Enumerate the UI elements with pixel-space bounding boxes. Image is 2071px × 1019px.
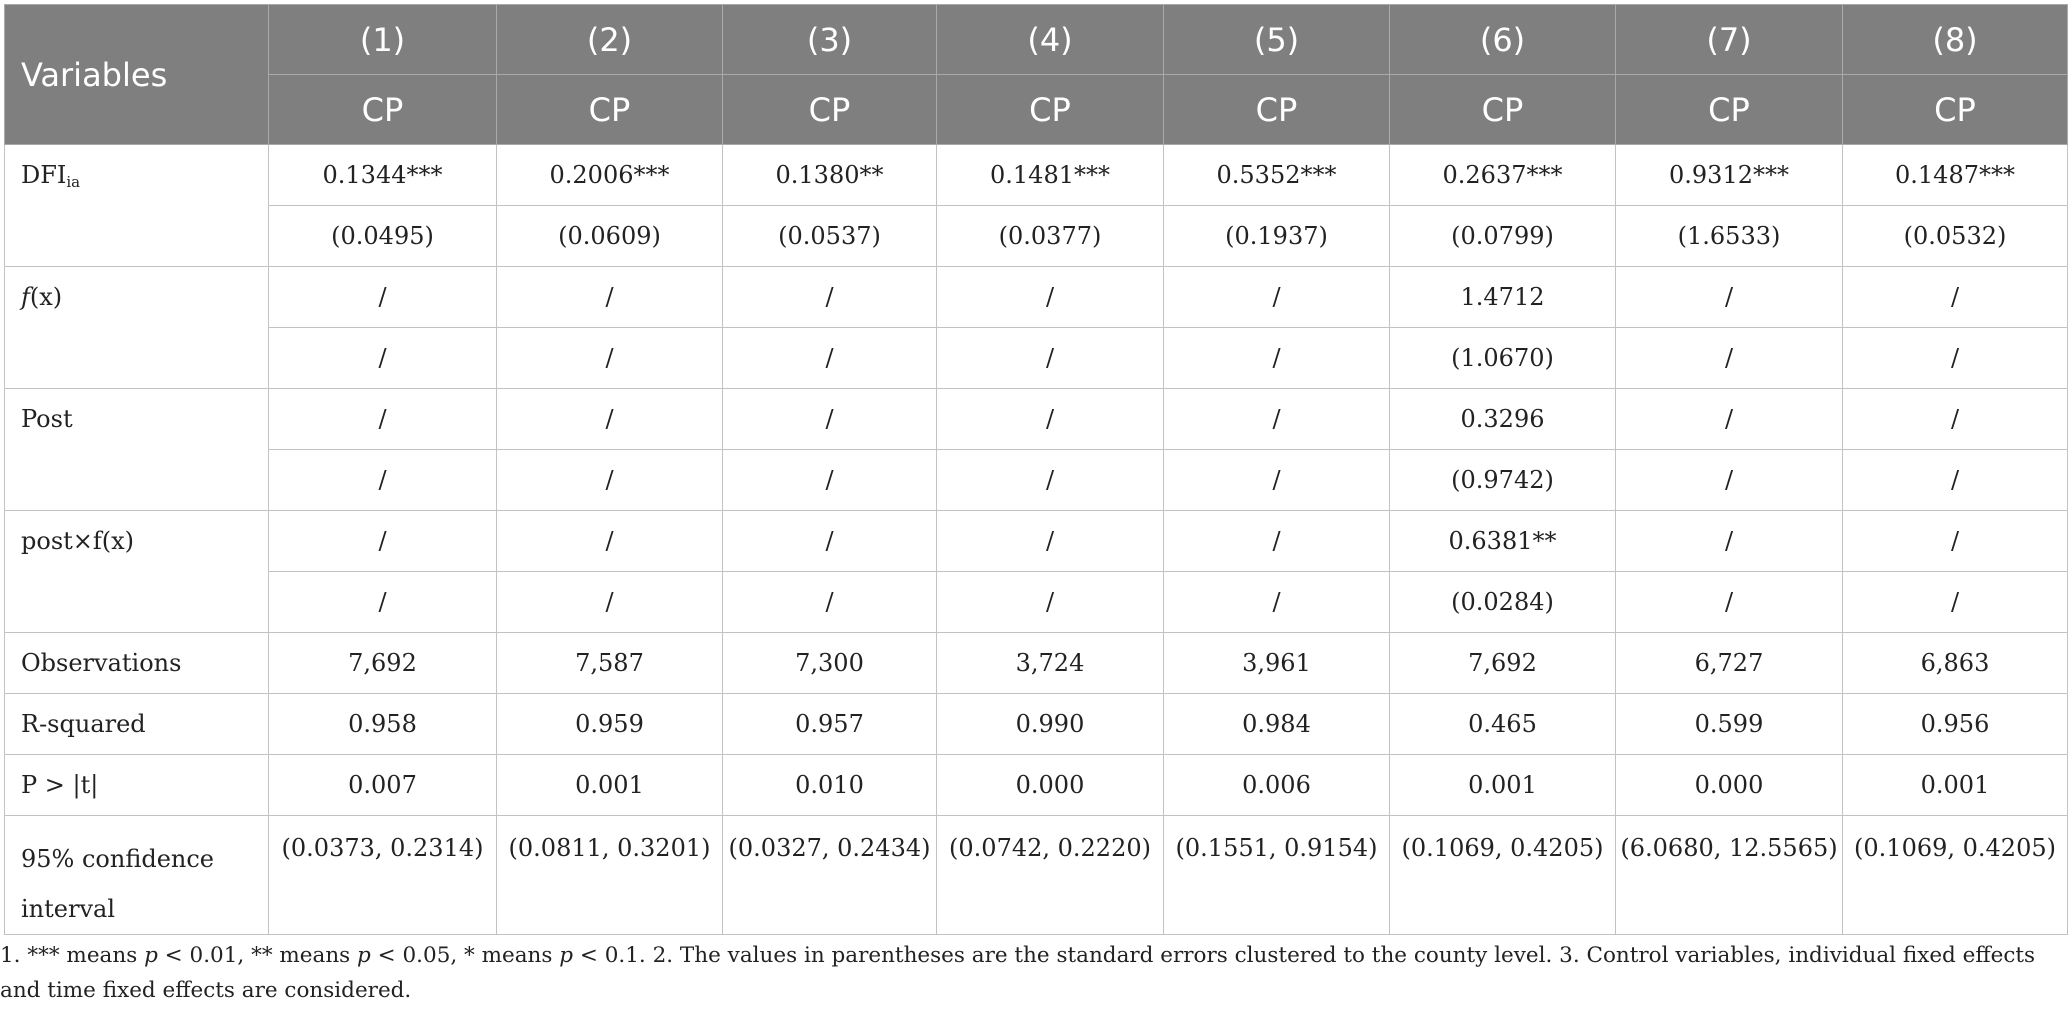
se-cell: (0.0609) [497, 206, 723, 267]
value-cell: 0.984 [1164, 694, 1390, 755]
table-header [5, 5, 2068, 145]
se-cell: (0.0284) [1390, 572, 1616, 633]
se-cell: (0.1937) [1164, 206, 1390, 267]
coef-cell: / [723, 389, 937, 450]
coef-cell: 0.2006*** [497, 145, 723, 206]
value-cell: 0.007 [269, 755, 497, 816]
value-cell: 0.001 [1390, 755, 1616, 816]
coef-cell: / [1164, 389, 1390, 450]
table-row-rsquared [5, 694, 2068, 755]
value-cell: (0.0327, 0.2434) [723, 816, 937, 935]
table-row-fx-se [5, 328, 2068, 389]
coef-cell: 0.1481*** [937, 145, 1164, 206]
value-cell: (0.1551, 0.9154) [1164, 816, 1390, 935]
dependent-variable-header: CP [1390, 75, 1616, 145]
se-cell: / [269, 450, 497, 511]
fx-label-italic: f [21, 283, 30, 311]
value-cell: 0.599 [1616, 694, 1843, 755]
value-cell: (0.0811, 0.3201) [497, 816, 723, 935]
column-header: (6) [1390, 5, 1616, 75]
se-cell: / [1164, 328, 1390, 389]
dependent-variable-header: CP [269, 75, 497, 145]
coef-cell: / [1164, 511, 1390, 572]
footnote-p-symbol: p [357, 943, 371, 968]
coef-cell: / [497, 267, 723, 328]
coef-cell: / [937, 267, 1164, 328]
variables-header: Variables [5, 5, 269, 145]
header-row-depvar [5, 75, 2068, 145]
value-cell: 0.958 [269, 694, 497, 755]
table-row-confidence-interval [5, 816, 2068, 935]
dfi-label-main: DFI [21, 161, 67, 189]
coef-cell: / [497, 511, 723, 572]
coef-cell: 0.6381** [1390, 511, 1616, 572]
se-cell: / [269, 572, 497, 633]
table-row-postfx-se [5, 572, 2068, 633]
se-cell: / [497, 450, 723, 511]
se-cell: (0.0377) [937, 206, 1164, 267]
table-row-postfx-coef [5, 511, 2068, 572]
coef-cell: 0.9312*** [1616, 145, 1843, 206]
coef-cell: / [1843, 389, 2068, 450]
coef-cell: 0.5352*** [1164, 145, 1390, 206]
se-cell: / [1616, 328, 1843, 389]
se-cell: / [497, 328, 723, 389]
se-cell: / [1843, 328, 2068, 389]
value-cell: (6.0680, 12.5565) [1616, 816, 1843, 935]
se-cell: / [269, 328, 497, 389]
coef-cell: 0.3296 [1390, 389, 1616, 450]
coef-cell: / [1616, 511, 1843, 572]
coef-cell: 1.4712 [1390, 267, 1616, 328]
coef-cell: / [723, 267, 937, 328]
column-header: (7) [1616, 5, 1843, 75]
value-cell: 0.990 [937, 694, 1164, 755]
se-cell: / [1616, 572, 1843, 633]
dependent-variable-header: CP [937, 75, 1164, 145]
coef-cell: / [1616, 267, 1843, 328]
header-row-models [5, 5, 2068, 75]
value-cell: 0.006 [1164, 755, 1390, 816]
se-cell: (0.0495) [269, 206, 497, 267]
se-cell: (1.6533) [1616, 206, 1843, 267]
table-row-observations [5, 633, 2068, 694]
value-cell: 0.956 [1843, 694, 2068, 755]
row-label-confidence-interval: 95% confidence interval [5, 816, 269, 935]
coef-cell: / [723, 511, 937, 572]
se-cell: / [1616, 450, 1843, 511]
se-cell: / [723, 328, 937, 389]
value-cell: 3,724 [937, 633, 1164, 694]
row-label-fx [5, 267, 269, 389]
value-cell: 0.001 [497, 755, 723, 816]
value-cell: 7,692 [269, 633, 497, 694]
table-row-pvalue [5, 755, 2068, 816]
se-cell: / [1843, 572, 2068, 633]
table-row-fx-coef [5, 267, 2068, 328]
footnote-part: < 0.01, ** means [157, 943, 358, 968]
value-cell: 6,727 [1616, 633, 1843, 694]
table-row-post-coef [5, 389, 2068, 450]
se-cell: / [937, 328, 1164, 389]
table-row-post-se [5, 450, 2068, 511]
dependent-variable-header: CP [1616, 75, 1843, 145]
value-cell: 3,961 [1164, 633, 1390, 694]
footnote-p-symbol: p [559, 943, 574, 968]
value-cell: 0.001 [1843, 755, 2068, 816]
footnote-p-symbol: p [144, 943, 158, 968]
row-label-postfx: post×f(x) [5, 511, 269, 633]
se-cell: (1.0670) [1390, 328, 1616, 389]
coef-cell: 0.1380** [723, 145, 937, 206]
dependent-variable-header: CP [497, 75, 723, 145]
value-cell: 0.465 [1390, 694, 1616, 755]
footnote-part: 1. *** means [0, 943, 145, 968]
value-cell: 7,587 [497, 633, 723, 694]
row-label-dfi [5, 145, 269, 267]
value-cell: (0.0373, 0.2314) [269, 816, 497, 935]
column-header: (5) [1164, 5, 1390, 75]
dependent-variable-header: CP [723, 75, 937, 145]
coef-cell: / [269, 389, 497, 450]
dependent-variable-header: CP [1164, 75, 1390, 145]
table-body [5, 145, 2068, 935]
coef-cell: / [1843, 267, 2068, 328]
value-cell: 0.959 [497, 694, 723, 755]
se-cell: (0.9742) [1390, 450, 1616, 511]
se-cell: / [937, 450, 1164, 511]
coef-cell: / [497, 389, 723, 450]
column-header: (8) [1843, 5, 2068, 75]
table-row-dfi-se [5, 206, 2068, 267]
row-label-rsquared: R-squared [5, 694, 269, 755]
se-cell: / [1164, 450, 1390, 511]
se-cell: / [497, 572, 723, 633]
table-footnote [0, 938, 2060, 1008]
dfi-label-sub: ia [66, 173, 81, 191]
value-cell: (0.1069, 0.4205) [1390, 816, 1616, 935]
value-cell: (0.1069, 0.4205) [1843, 816, 2068, 935]
coef-cell: / [269, 511, 497, 572]
table-row-dfi-coef [5, 145, 2068, 206]
se-cell: (0.0799) [1390, 206, 1616, 267]
value-cell: 6,863 [1843, 633, 2068, 694]
value-cell: 0.000 [937, 755, 1164, 816]
coef-cell: 0.2637*** [1390, 145, 1616, 206]
coef-cell: / [1164, 267, 1390, 328]
footnote-part: < 0.1. 2. The values in parentheses are the standard errors clustered to the county level. 3. Control variables, individual fixed effects and time fixed effects are considered. [0, 943, 2036, 1003]
value-cell: 0.010 [723, 755, 937, 816]
se-cell: / [723, 450, 937, 511]
coef-cell: / [1843, 511, 2068, 572]
se-cell: / [1843, 450, 2068, 511]
row-label-post: Post [5, 389, 269, 511]
column-header: (4) [937, 5, 1164, 75]
coef-cell: / [269, 267, 497, 328]
se-cell: / [1164, 572, 1390, 633]
row-label-observations: Observations [5, 633, 269, 694]
column-header: (1) [269, 5, 497, 75]
coef-cell: / [937, 511, 1164, 572]
se-cell: / [937, 572, 1164, 633]
row-label-pvalue: P > |t| [5, 755, 269, 816]
se-cell: / [723, 572, 937, 633]
value-cell: 7,300 [723, 633, 937, 694]
se-cell: (0.0537) [723, 206, 937, 267]
column-header: (3) [723, 5, 937, 75]
value-cell: 7,692 [1390, 633, 1616, 694]
fx-label-rest: (x) [29, 283, 63, 311]
se-cell: (0.0532) [1843, 206, 2068, 267]
footnote-part: < 0.05, * means [370, 943, 560, 968]
value-cell: 0.957 [723, 694, 937, 755]
value-cell: (0.0742, 0.2220) [937, 816, 1164, 935]
coef-cell: / [937, 389, 1164, 450]
regression-table [4, 4, 2068, 935]
coef-cell: / [1616, 389, 1843, 450]
column-header: (2) [497, 5, 723, 75]
coef-cell: 0.1487*** [1843, 145, 2068, 206]
coef-cell: 0.1344*** [269, 145, 497, 206]
dependent-variable-header: CP [1843, 75, 2068, 145]
value-cell: 0.000 [1616, 755, 1843, 816]
